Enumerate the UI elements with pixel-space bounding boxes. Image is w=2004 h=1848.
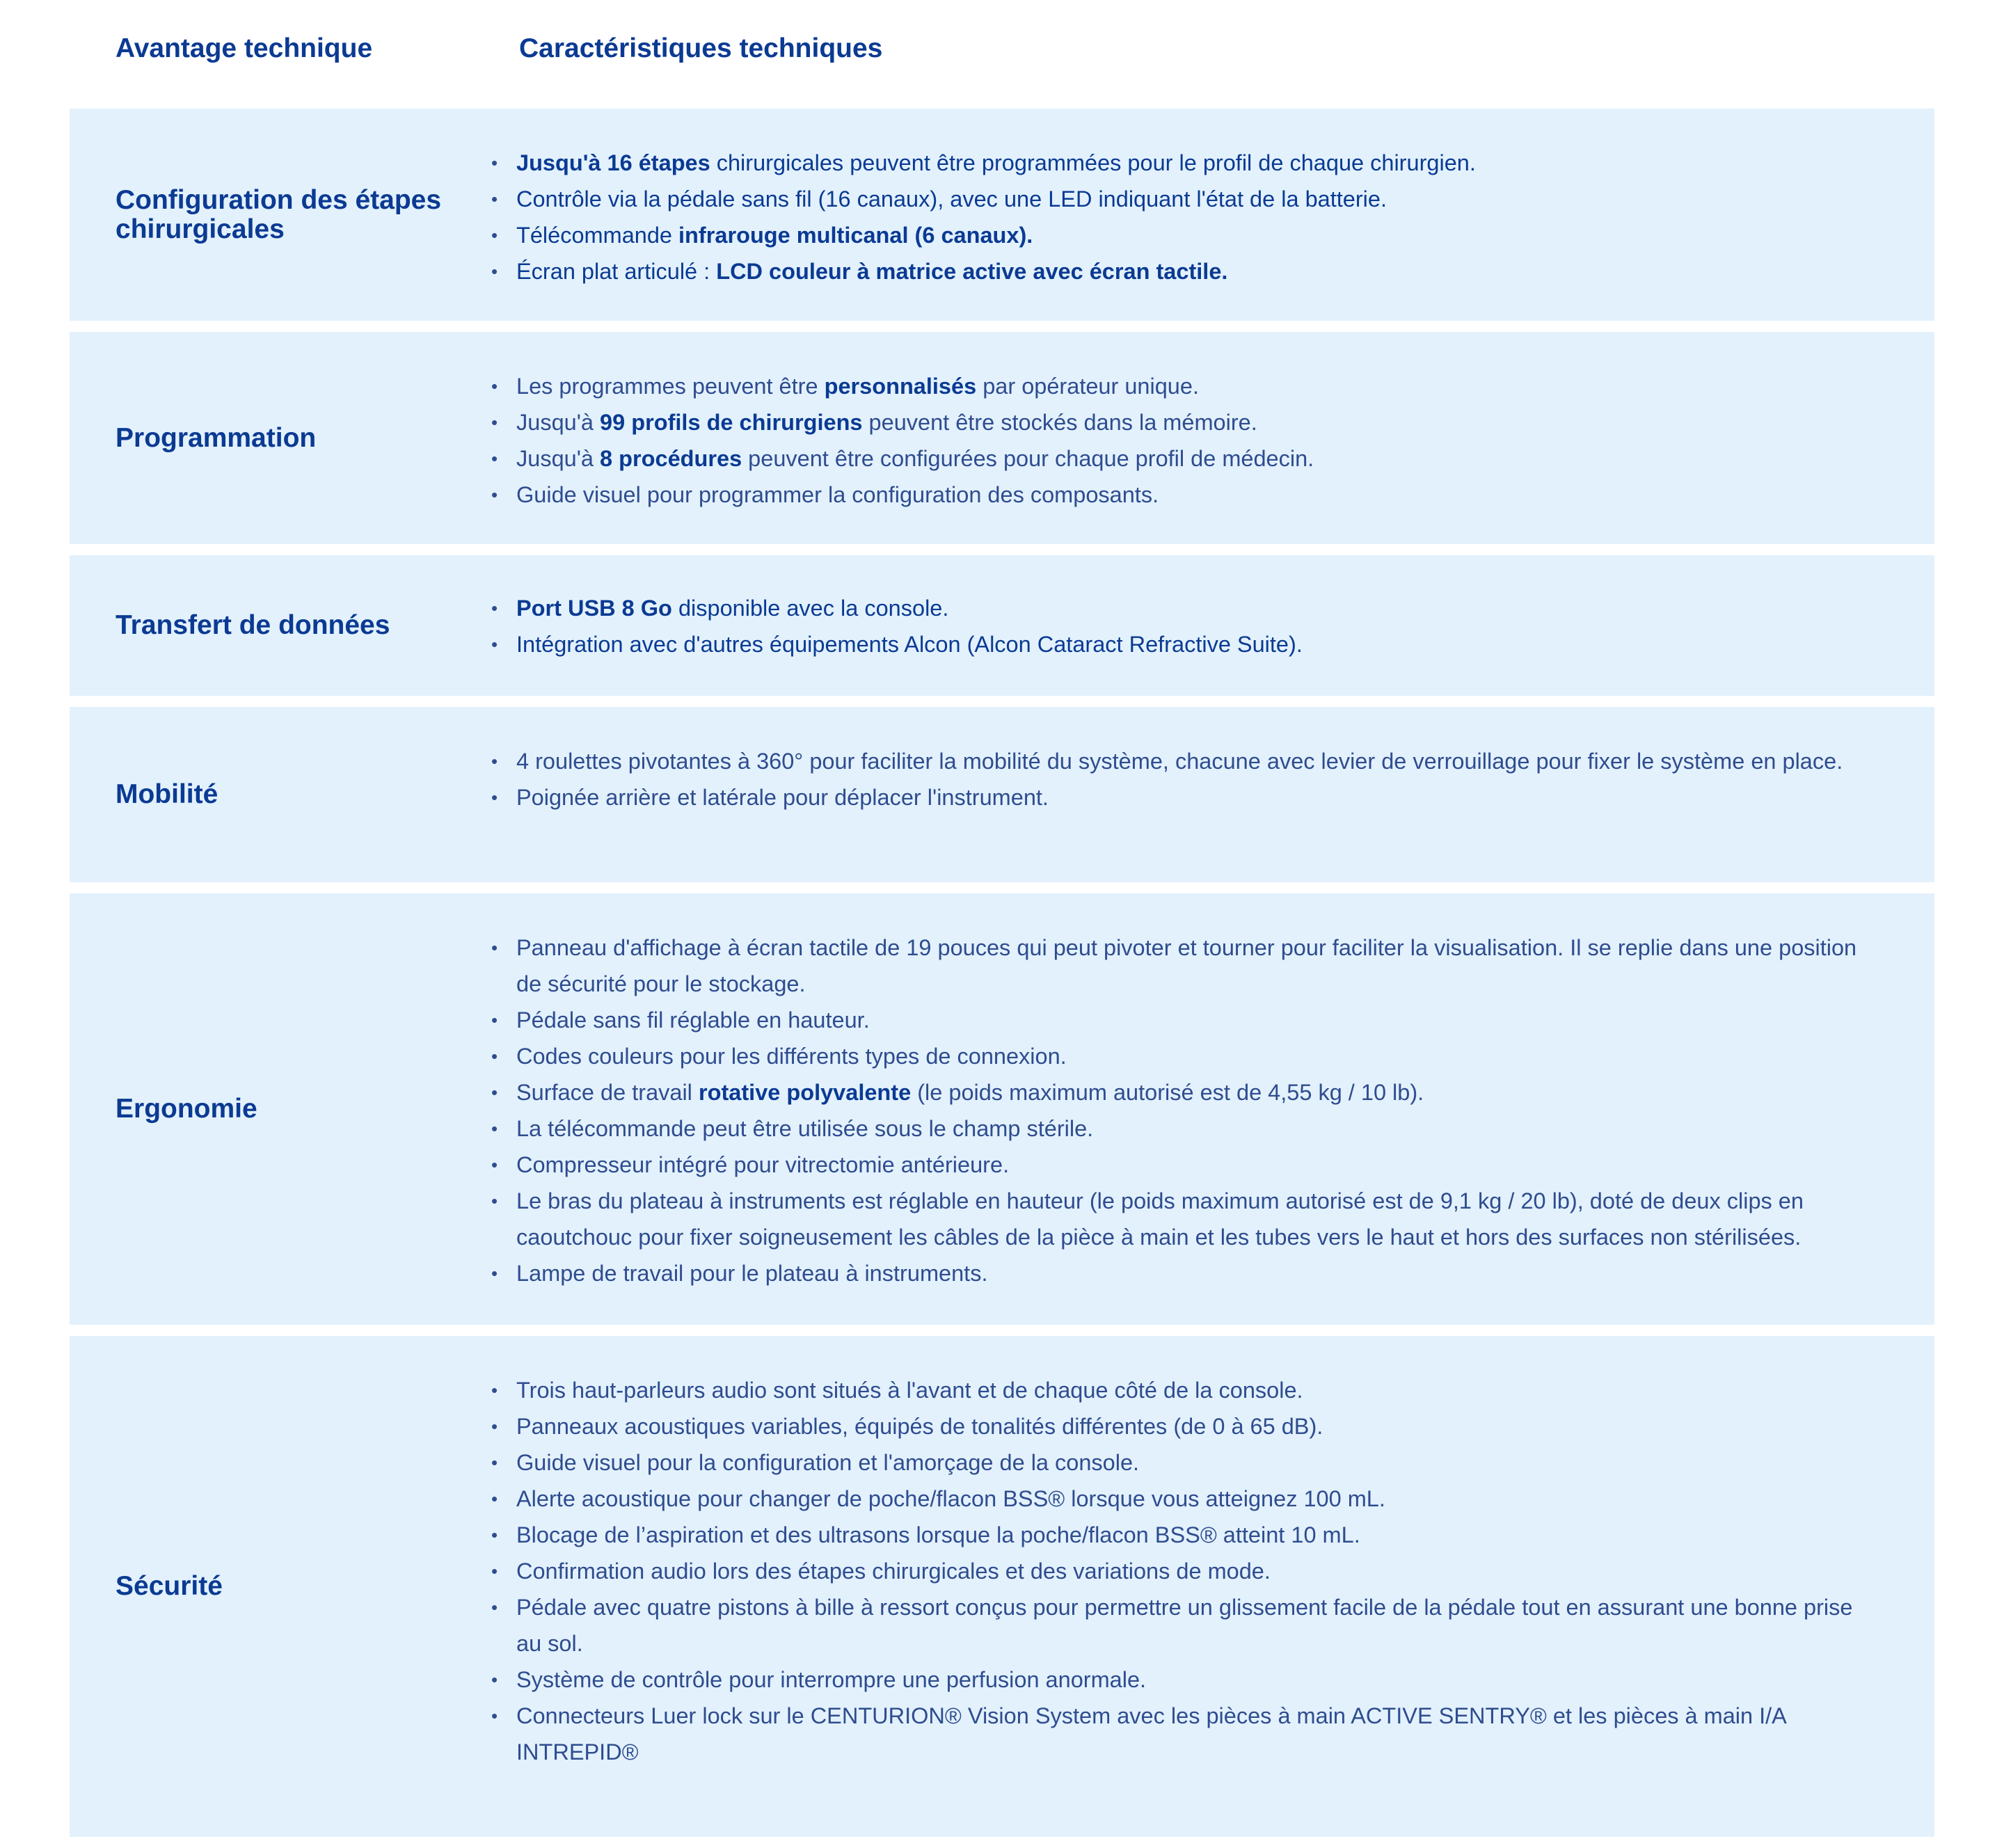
item-text: Blocage de l’aspiration et des ultrasons lorsque la poche/flacon BSS® atteint 10 mL. [516,1522,1360,1547]
bold-text: rotative polyvalente [698,1080,912,1105]
list-item [473,1408,1858,1444]
list-item [473,1517,1858,1553]
list-item [473,1553,1858,1589]
feature-list [473,1336,1934,1837]
list-item [473,217,1858,253]
list-item [473,145,1858,181]
item-text: Le bras du plateau à instruments est réglable en hauteur (le poids maximum autorisé est de 9,1 kg / 20 lb), doté de deux clips en caoutchouc pour fixer soigneusement les câbles de la pièce à main et les tubes vers le haut et hors des surfaces non stérilisées. [516,1188,1804,1250]
row-label: Ergonomie [116,1094,257,1124]
list-item [473,440,1858,477]
table-row-mobilite [70,707,1934,882]
table-row-configuration [70,109,1934,321]
list-item [473,404,1858,440]
list-item [473,1074,1858,1110]
row-label: Sécurité [116,1571,223,1601]
column-header-advantage: Avantage technique [116,33,373,63]
list-item [473,1002,1858,1038]
item-text: Pédale avec quatre pistons à bille à ressort conçus pour permettre un glissement facile de la pédale tout en assurant une bonne prise au sol. [516,1595,1853,1656]
list-item [473,1698,1858,1770]
item-text: Alerte acoustique pour changer de poche/flacon BSS® lorsque vous atteignez 100 mL. [516,1486,1385,1511]
item-text: Panneaux acoustiques variables, équipés de tonalités différentes (de 0 à 65 dB). [516,1414,1323,1439]
item-text: Télécommande [516,223,679,248]
list-item [473,368,1858,404]
item-text: Lampe de travail pour le plateau à instruments. [516,1261,988,1286]
bold-text: infrarouge multicanal (6 canaux). [678,223,1033,248]
item-text: Confirmation audio lors des étapes chirurgicales et des variations de mode. [516,1559,1271,1584]
list-item [473,1372,1858,1408]
table-row-securite [70,1336,1934,1837]
list-item [473,626,1858,662]
item-text: Pédale sans fil réglable en hauteur. [516,1007,870,1033]
feature-list [473,893,1934,1325]
item-text: Guide visuel pour la configuration et l'amorçage de la console. [516,1450,1140,1475]
item-text: Système de contrôle pour interrompre une perfusion anormale. [516,1667,1147,1692]
item-text: Jusqu'à [516,410,601,435]
list-item [473,1038,1858,1074]
list-item [473,1147,1858,1183]
item-text: peuvent être stockés dans la mémoire. [862,410,1257,435]
bold-text: 8 procédures [600,446,742,471]
feature-list [473,109,1934,321]
row-label: Programmation [116,422,317,453]
list-item [473,743,1858,779]
feature-list [473,707,1934,882]
item-text: Contrôle via la pédale sans fil (16 canaux), avec une LED indiquant l'état de la batterie. [516,186,1387,212]
list-item [473,181,1858,217]
list-item [473,477,1858,513]
list-item [473,1589,1858,1662]
list-item [473,1481,1858,1517]
list-item [473,1110,1858,1147]
list-item [473,1255,1858,1291]
row-label: Mobilité [116,779,218,809]
item-text: Écran plat articulé : [516,259,717,284]
bold-text: Jusqu'à 16 étapes [516,150,710,175]
item-text: 4 roulettes pivotantes à 360° pour faciliter la mobilité du système, chacune avec levier de verrouillage pour fixer le système en place. [516,749,1843,774]
list-item [473,253,1858,289]
list-item [473,1662,1858,1698]
column-header-characteristics: Caractéristiques techniques [519,33,883,63]
table-row-ergonomie [70,893,1934,1325]
item-text: Guide visuel pour programmer la configuration des composants. [516,482,1159,507]
item-text: Connecteurs Luer lock sur le CENTURION® Vision System avec les pièces à main ACTIVE SENTRY® et les pièces à main I/A INTREPID® [516,1703,1786,1765]
list-item [473,930,1858,1002]
bold-text: LCD couleur à matrice active avec écran tactile. [716,259,1228,284]
row-label: Configuration des étapes chirurgicales [116,184,442,244]
item-text: peuvent être configurées pour chaque profil de médecin. [742,446,1314,471]
bold-text: personnalisés [824,374,977,399]
feature-list [473,332,1934,544]
table-header [70,28,1934,77]
item-text: Panneau d'affichage à écran tactile de 19 pouces qui peut pivoter et tourner pour faciliter la visualisation. Il se replie dans une position de sécurité pour le stockage. [516,935,1857,996]
item-text: La télécommande peut être utilisée sous le champ stérile. [516,1116,1094,1141]
item-text: Les programmes peuvent être [516,374,825,399]
item-text: Trois haut-parleurs audio sont situés à l'avant et de chaque côté de la console. [516,1378,1303,1403]
feature-list [473,555,1934,696]
table-row-transfert [70,555,1934,696]
row-label: Transfert de données [116,610,390,640]
item-text: Jusqu'à [516,446,601,471]
item-text: Surface de travail [516,1080,699,1105]
list-item [473,1183,1858,1255]
item-text: Codes couleurs pour les différents types de connexion. [516,1044,1067,1069]
table-body [70,109,1934,1848]
item-text: Poignée arrière et latérale pour déplacer l'instrument. [516,785,1049,810]
bold-text: Port USB 8 Go [516,596,672,621]
list-item [473,1444,1858,1481]
list-item [473,590,1858,626]
item-text: (le poids maximum autorisé est de 4,55 kg / 10 lb). [911,1080,1424,1105]
list-item [473,779,1858,815]
item-text: Intégration avec d'autres équipements Alcon (Alcon Cataract Refractive Suite). [516,632,1303,657]
item-text: chirurgicales peuvent être programmées pour le profil de chaque chirurgien. [710,150,1476,175]
item-text: Compresseur intégré pour vitrectomie antérieure. [516,1152,1010,1177]
bold-text: 99 profils de chirurgiens [600,410,863,435]
item-text: disponible avec la console. [671,596,949,621]
item-text: par opérateur unique. [976,374,1199,399]
table-row-programmation [70,332,1934,544]
